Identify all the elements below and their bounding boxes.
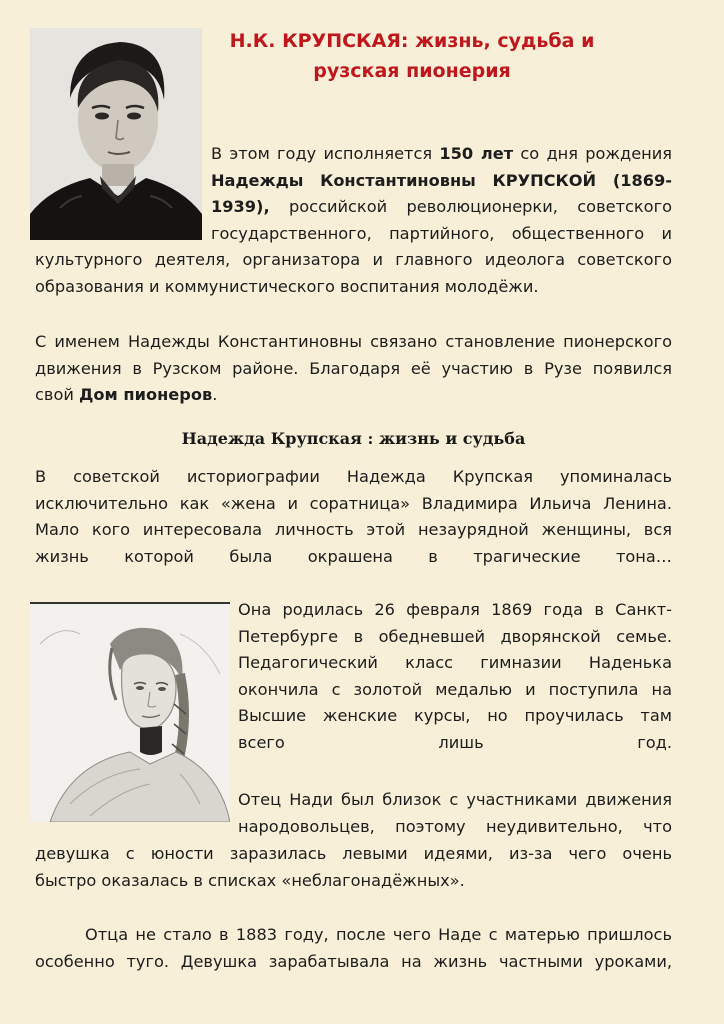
- paragraph-line: Петербурге в обедневшей дворянской семье.: [238, 626, 672, 646]
- paragraph-line: Отец Нади был близок с участниками движения: [238, 790, 672, 809]
- full-name: Надежды Константиновны КРУПСКОЙ (1869-: [211, 170, 672, 190]
- intro-text: В этом году исполняется: [211, 144, 440, 163]
- paragraph-line: девушка с юности заразилась левыми идеями, из-за чего очень: [35, 844, 672, 863]
- pioneer-house: Дом пионеров: [79, 385, 213, 405]
- paragraph-line: В советской историографии Надежда Крупская упоминалась: [35, 467, 672, 486]
- title-line-1: Н.К. КРУПСКАЯ: жизнь, судьба и: [229, 30, 595, 52]
- paragraph-line: .: [212, 385, 218, 405]
- intro-text: культурного деятеля, организатора и главного идеолога советского: [35, 250, 672, 269]
- paragraph-line: жизнь которой была окрашена в трагические тона…: [35, 546, 672, 566]
- paragraph-line: исключительно как «жена и соратница» Владимира Ильича Ленина.: [35, 493, 672, 513]
- biography-paragraph: [238, 597, 672, 757]
- page-title: [170, 26, 654, 86]
- anniversary-years: 150 лет: [439, 144, 514, 163]
- father-paragraph-continued: [35, 841, 672, 894]
- paragraph-line: движения в Рузском районе. Благодаря её участию в Рузе появился: [35, 358, 672, 378]
- paragraph-line: особенно туго. Девушка зарабатывала на жизнь частными уроками,: [35, 951, 672, 971]
- paragraph-line: Мало кого интересовала личность этой незаурядной женщины, вся: [35, 520, 672, 540]
- paragraph-line: быстро оказалась в списках «неблагонадёжных».: [35, 870, 465, 890]
- intro-text: государственного, партийного, общественного и: [211, 223, 672, 243]
- paragraph-line: всего лишь год.: [238, 732, 672, 752]
- pioneer-paragraph: [35, 329, 672, 409]
- intro-text: образования и коммунистического воспитания молодёжи.: [35, 276, 539, 296]
- father-paragraph: [238, 787, 672, 840]
- intro-paragraph-continued: [35, 247, 672, 300]
- paragraph-line: свой: [35, 385, 80, 405]
- paragraph-line: Высшие женские курсы, но проучилась там: [238, 706, 672, 726]
- intro-text: российской революционерки, советского: [269, 197, 672, 217]
- title-line-2: рузская пионерия: [313, 60, 511, 82]
- paragraph-line: С именем Надежды Константиновны связано становление пионерского: [35, 332, 672, 351]
- krupskaya-photo-portrait: [30, 28, 202, 240]
- section-heading: Надежда Крупская : жизнь и судьба: [181, 429, 526, 448]
- life-years: 1939),: [211, 197, 270, 217]
- mother-paragraph: [35, 922, 672, 975]
- paragraph-line: Отца не стало в 1883 году, после чего Наде с матерью пришлось: [85, 925, 672, 944]
- paragraph-line: народовольцев, поэтому неудивительно, что: [238, 816, 672, 836]
- paragraph-line: окончила с золотой медалью и поступила на: [238, 679, 672, 699]
- paragraph-line: Она родилась 26 февраля 1869 года в Санкт-: [238, 600, 672, 619]
- historiography-paragraph: [35, 464, 672, 570]
- intro-text: со дня рождения: [513, 144, 672, 163]
- young-girl-drawing: [30, 602, 230, 822]
- paragraph-line: Педагогический класс гимназии Наденька: [238, 653, 672, 673]
- intro-paragraph: [211, 141, 672, 247]
